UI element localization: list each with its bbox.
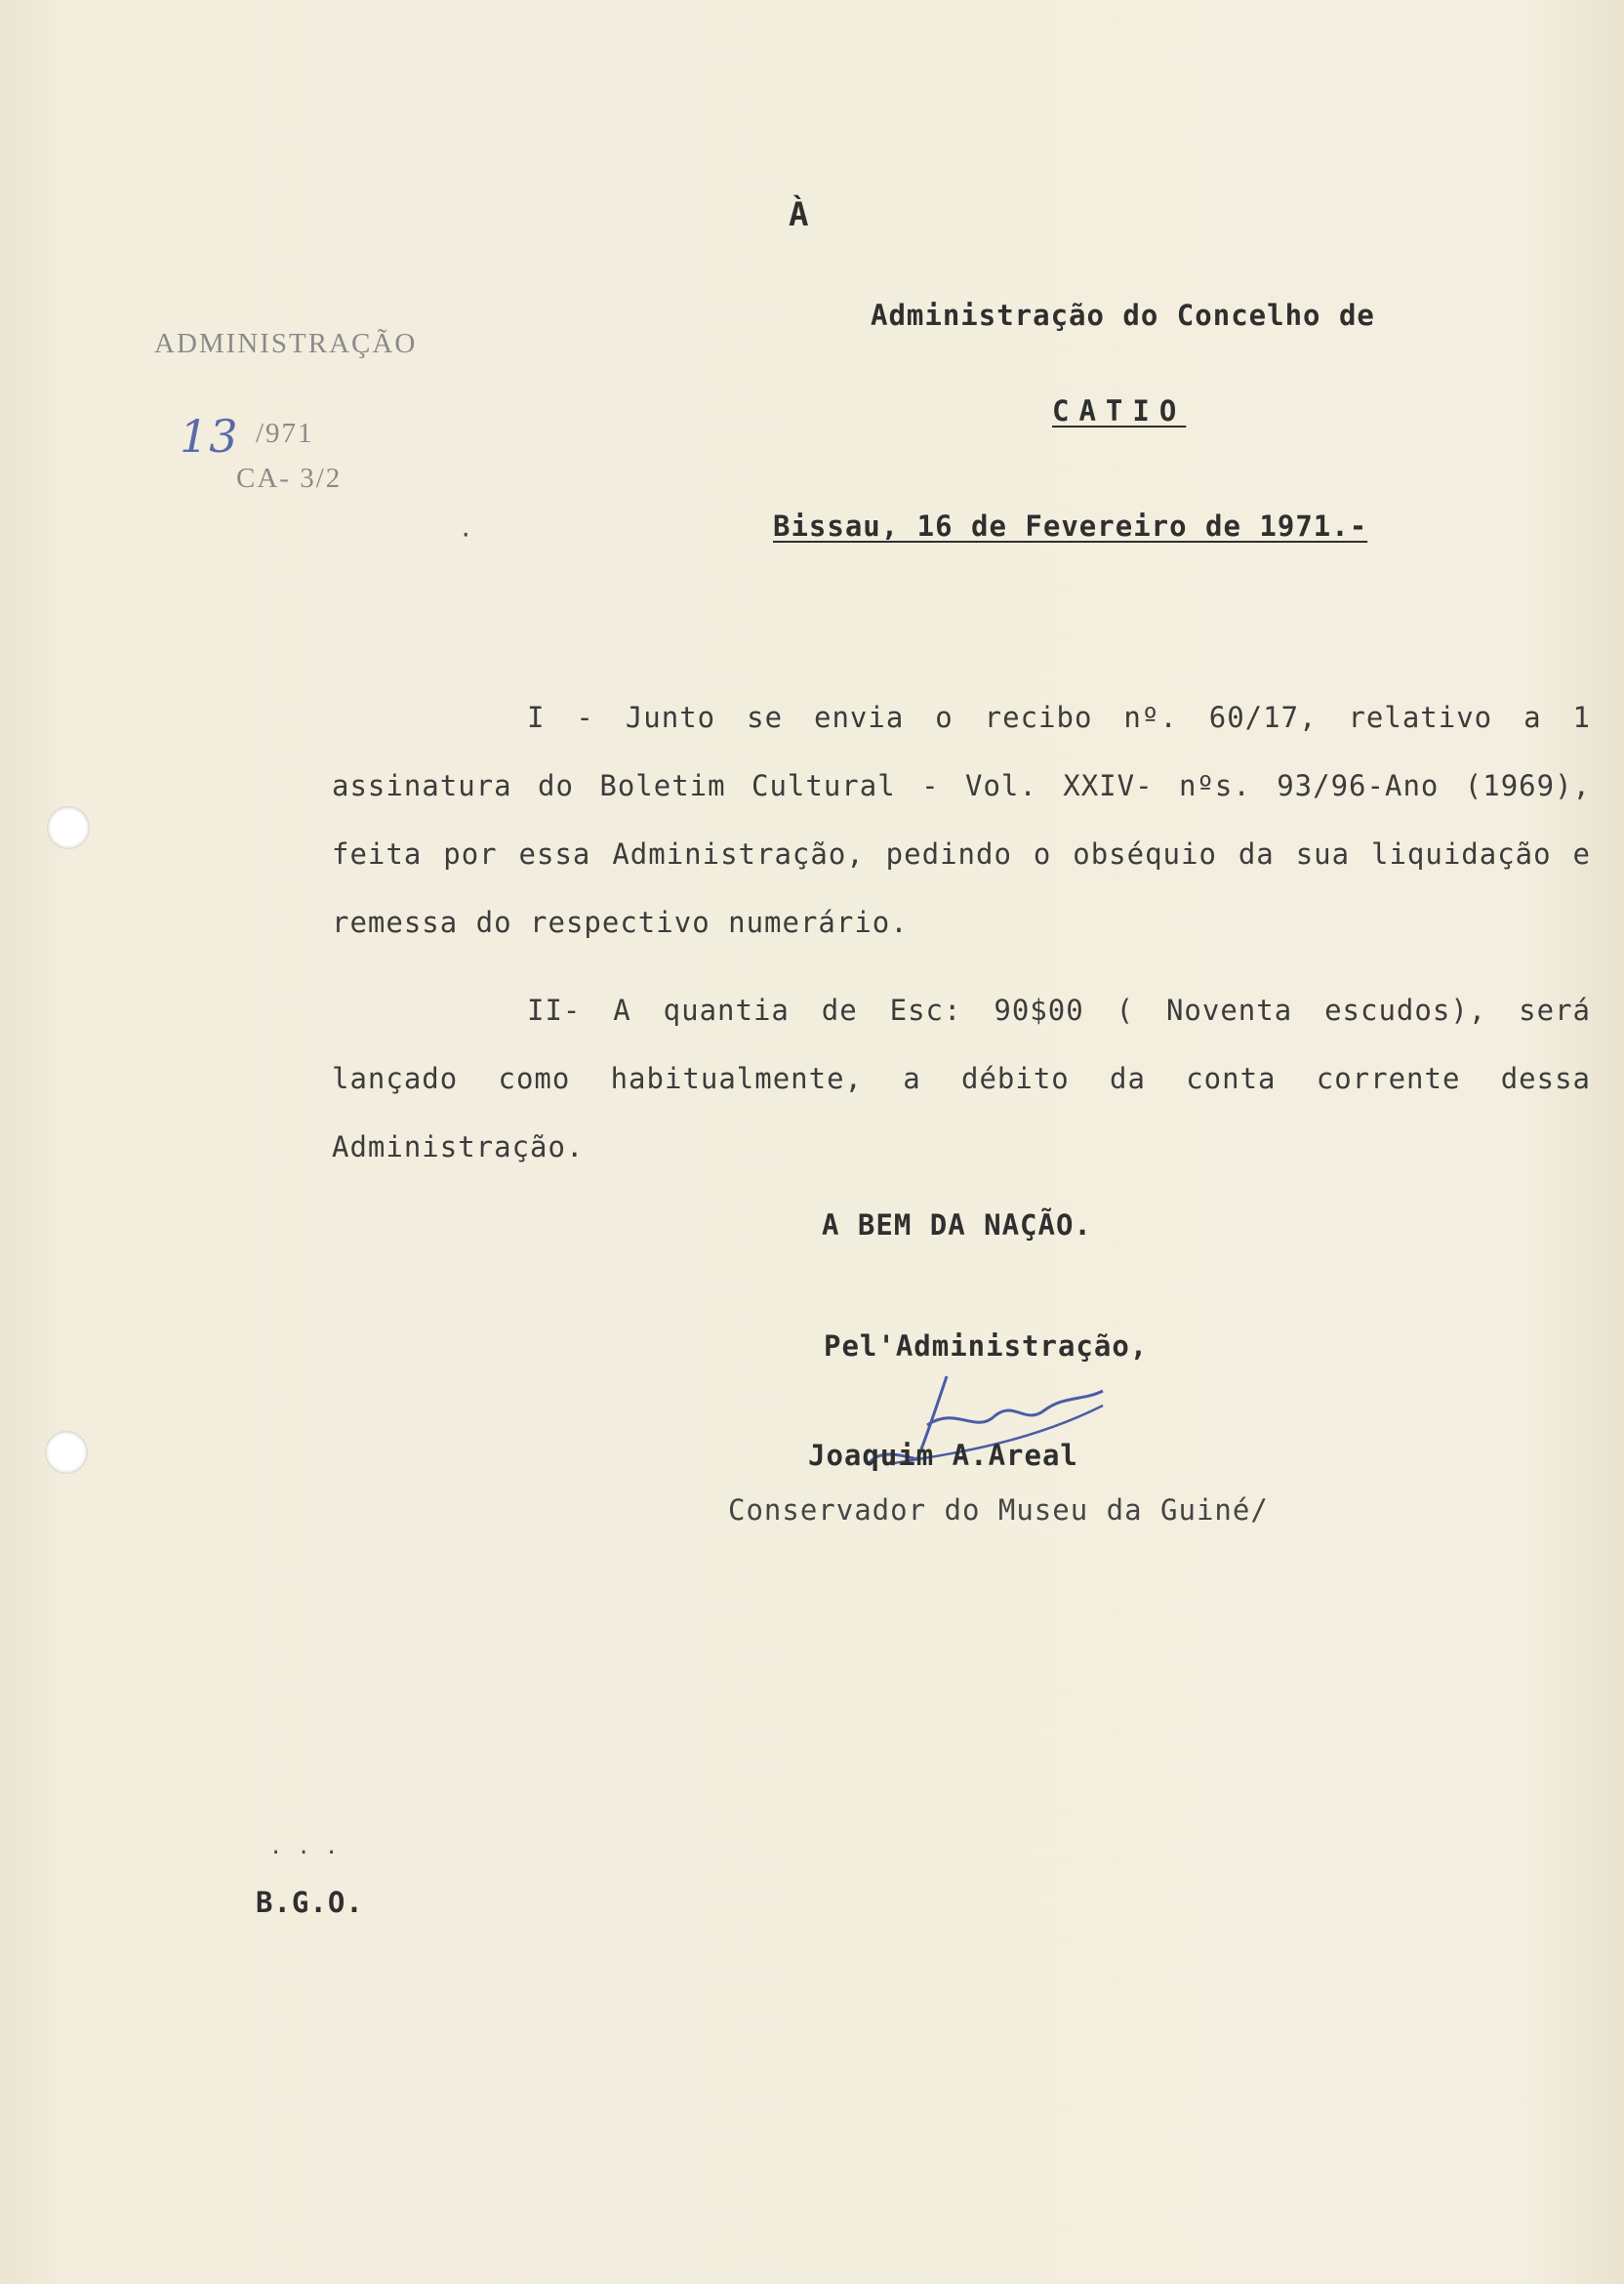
stamp-year: /971: [256, 418, 314, 449]
place-date: Bissau, 16 de Fevereiro de 1971.-: [773, 510, 1368, 543]
addressee-line: Administração do Concelho de: [871, 299, 1375, 332]
addressee-prefix: À: [789, 195, 810, 234]
reference-initials: B.G.O.: [256, 1886, 364, 1919]
punch-hole-top: [47, 806, 90, 849]
paragraph-2-text: II- A quantia de Esc: 90$00 ( Noventa escudos), será lançado como habitualmente, a débito da conta corrente dessa Administração.: [332, 994, 1591, 1163]
handwritten-number: 13: [180, 410, 239, 463]
paragraph-1: [332, 683, 1591, 957]
addressee-place: CATIO: [1052, 394, 1187, 428]
punch-hole-bottom: [45, 1431, 88, 1474]
office-stamp: ADMINISTRAÇÃO: [154, 328, 418, 359]
stamp-reference: CA- 3/2: [236, 463, 343, 494]
paragraph-1-text: I - Junto se envia o recibo nº. 60/17, relativo a 1 assinatura do Boletim Cultural - Vol. XXIV- nºs. 93/96-Ano (1969), feita por essa Administração, pedindo o obséquio da sua liquidação e remessa do respectivo numerário.: [332, 701, 1591, 939]
salutation: A BEM DA NAÇÃO.: [822, 1208, 1092, 1242]
on-behalf-line: Pel'Administração,: [824, 1329, 1149, 1363]
signer-name: Joaquim A.Areal: [808, 1439, 1078, 1472]
paragraph-2: [332, 976, 1591, 1181]
signer-title: Conservador do Museu da Guiné/: [728, 1493, 1269, 1527]
stray-mark: ·: [459, 521, 474, 549]
footer-dots: . . .: [269, 1835, 340, 1859]
